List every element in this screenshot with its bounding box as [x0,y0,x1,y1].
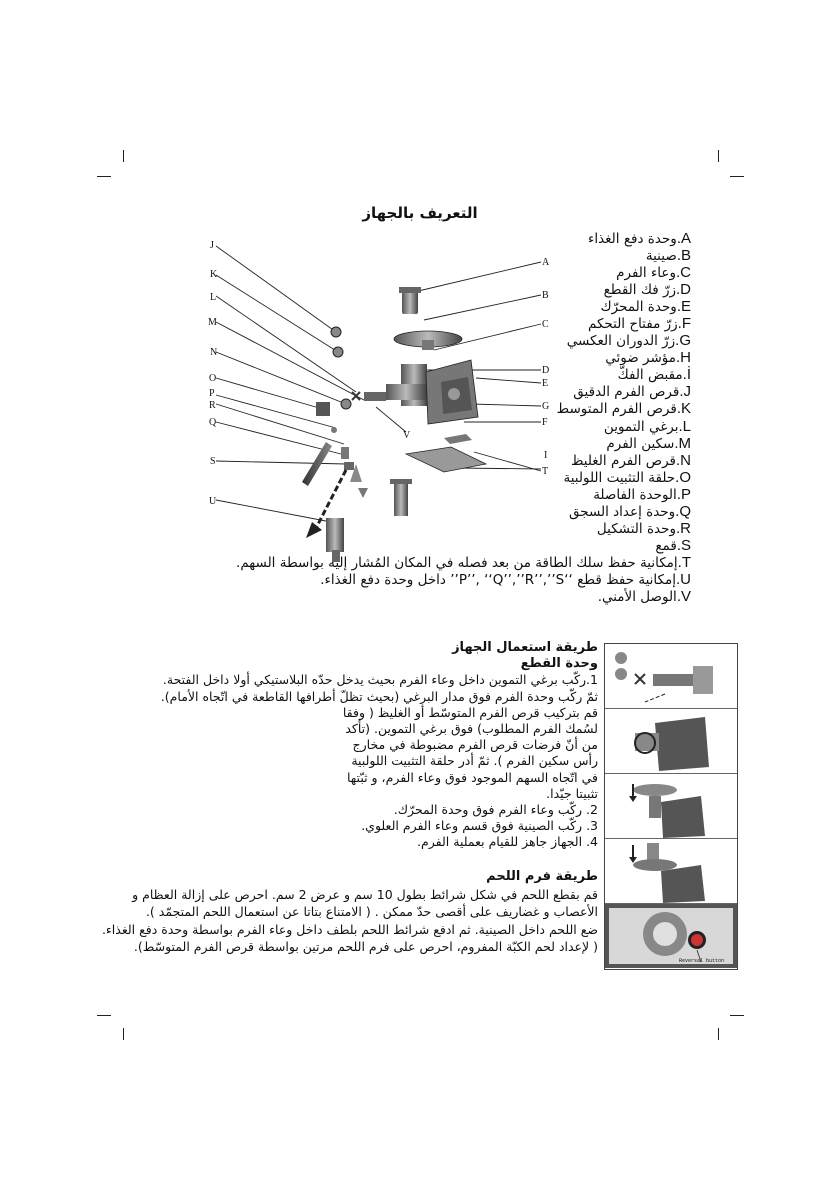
svg-text:L: L [210,292,217,303]
svg-text:C: C [542,319,549,330]
usage-line: تثبيتا جيّدا. [546,785,598,801]
svg-text:S: S [210,456,216,467]
mince-line: ( لإعداد لحم الكبّة المفروم، احرص على فرم اللحم مرتين بواسطة قرص الفرم المتوسّط). [133,939,598,954]
part-text: قمع [655,537,677,554]
part-text: مؤشر ضوئي [605,350,676,367]
svg-text:Q: Q [209,417,217,428]
part-letter: N. [675,451,691,469]
list-item [251,588,691,605]
usage-line: 1.ركّب برغي التموين داخل وعاء الفرم بحيث يدخل حدّه البلاستيكي أولا داخل الفتحة. [162,672,598,688]
svg-text:M: M [208,317,217,328]
list-item [251,400,691,417]
list-item [251,349,691,366]
list-item [251,486,691,503]
part-text: زرّ مفتاح التحكم [587,316,678,333]
usage-line: ثمّ ركّب وحدة الفرم فوق مدار البرغي (بحيث تظلّ أطرافها القاطعة في اتّجاه الأمام). [160,688,598,704]
part-text: وعاء الفرم [616,265,676,282]
list-item [251,230,691,247]
tray-illustration [605,774,737,839]
parts-list [236,230,691,605]
part-text: زرّ فك القطع [603,282,676,299]
part-text: الوحدة الفاصلة [593,486,677,503]
svg-text:B: B [542,290,549,301]
svg-text:U: U [209,496,217,507]
reversal-caption: Reversal button [679,958,725,964]
reversal-illustration [605,904,737,968]
list-item [251,537,691,554]
list-item [251,383,691,400]
crop-mark [97,1015,111,1016]
list-item [251,298,691,315]
list-item [251,503,691,520]
part-text: الوصل الأمني. [597,588,677,605]
part-letter: J. [679,383,691,401]
crop-mark [123,150,124,162]
part-letter: H. [675,349,691,367]
svg-text:A: A [542,257,550,268]
part-text: برغي التموين [603,418,679,435]
part-letter: K. [676,400,691,418]
mince-line: قم بقطع اللحم في شكل شرائط بطول 10 سم و عرض 2 سم. احرص على إزالة العظام و [132,886,598,902]
part-text: وحدة دفع الغذاء [587,231,677,247]
illustration-strip [604,643,738,970]
crop-mark [730,1015,744,1016]
usage-line: في اتّجاه السهم الموجود فوق وعاء الفرم، و ثبّتها [346,769,598,785]
part-letter: F. [677,315,691,333]
mince-line: الأعصاب و غضاريف على أقصى حدّ ممكن . ( الامتناع بتاتا عن استعمال اللحم المتجمّد ). [145,904,598,919]
svg-text:V: V [403,430,411,441]
part-text: إمكانية حفظ سلك الطاقة من بعد فصله في المكان المُشار إليه بواسطة السهم. [236,554,678,571]
motor-illustration [605,709,737,774]
part-letter: A. [676,230,691,247]
part-letter: R. [675,519,691,537]
usage-line: من أنّ فرضات قرص الفرم مضبوطة في مخارج [352,737,598,753]
part-text: وحدة المحرّك [600,299,677,316]
svg-text:J: J [210,240,214,251]
crop-mark [97,176,111,177]
list-item [251,520,691,537]
list-item [251,452,691,469]
svg-text:R: R [209,400,216,411]
list-item [251,247,691,264]
svg-text:D: D [542,365,550,376]
list-item [251,571,691,588]
svg-text:P: P [209,388,215,399]
list-item [251,418,691,435]
part-text: سكين الفرم [606,435,675,452]
list-item [251,469,691,486]
part-letter: O. [675,468,691,486]
svg-text:K: K [210,269,218,280]
part-letter: Q. [675,502,691,520]
crop-mark [718,1028,719,1040]
mince-section [0,868,598,956]
part-letter: S. [676,536,691,554]
part-text: حلقة التثبيت اللولبية [563,469,676,486]
part-letter: İ. [682,366,691,384]
part-letter: E. [676,298,691,316]
svg-text:F: F [542,417,548,428]
part-text: قرص الفرم المتوسط [556,401,677,418]
assembly-illustration [605,644,737,709]
part-text: قرص الفرم الدقيق [573,384,680,401]
part-letter: G. [675,332,691,350]
usage-line: 3. ركّب الصينية فوق قسم وعاء الفرم العلوي. [361,818,598,834]
crop-mark [718,150,719,162]
svg-text:N: N [210,347,218,358]
list-item [251,332,691,349]
list-item [251,366,691,383]
pusher-illustration [605,839,737,904]
part-letter: D. [675,281,691,299]
usage-line: قم بتركيب قرص الفرم المتوسّط أو الغليظ ( وفقا [342,704,598,720]
usage-line: 2. ركّب وعاء الفرم فوق وحدة المحرّك. [393,802,598,818]
part-letter: C. [675,264,691,282]
usage-section [128,640,598,851]
usage-subtitle: وحدة القطع [520,656,598,672]
mince-line: ضع اللحم داخل الصينية. ثم ادفع شرائط اللحم بلطف داخل وعاء الفرم بواسطة وحدة دفع الغذاء. [101,921,598,937]
svg-text:I: I [544,450,548,461]
usage-title: طريقة استعمال الجهاز [452,640,598,655]
svg-text:O: O [209,373,217,384]
usage-line: رأس سكين الفرم ). ثمّ أدر حلقة التثبيت اللولبية [351,753,598,769]
part-text: وحدة إعداد السجق [569,503,676,520]
svg-text:E: E [542,378,549,389]
crop-mark [123,1028,124,1040]
part-letter: V. [676,587,691,605]
part-text: قرص الفرم الغليظ [570,452,676,469]
part-letter: B. [676,247,691,265]
part-text: وحدة التشكيل [596,520,676,537]
crop-mark [730,176,744,177]
part-letter: M. [674,434,691,452]
usage-line: 4. الجهاز جاهز للقيام بعملية الفرم. [417,834,598,850]
list-item [236,553,691,571]
part-text: إمكانية حفظ قطع ‘‘P’’, ‘‘Q’’,’’R’’,’’S’’ داخل وحدة دفع الغذاء. [320,571,676,588]
list-item [251,264,691,281]
svg-text:T: T [542,466,549,477]
mince-title: طريقة فرم اللحم [486,869,598,884]
part-letter: P. [676,485,691,503]
part-text: مقبض الفكّ [617,367,683,384]
svg-text:G: G [542,401,550,412]
part-letter: L. [678,417,691,435]
part-text: زرّ الدوران العكسي [566,333,676,350]
usage-line: لسُمك الفرم المطلوب) فوق برغي التموين. (تأكد [345,721,598,737]
part-letter: T. [677,553,691,571]
part-text: صينية [645,248,677,265]
list-item [251,281,691,298]
part-letter: U. [675,570,691,588]
list-item [251,435,691,452]
page-title: التعريف بالجهاز [362,204,478,222]
list-item [251,315,691,332]
